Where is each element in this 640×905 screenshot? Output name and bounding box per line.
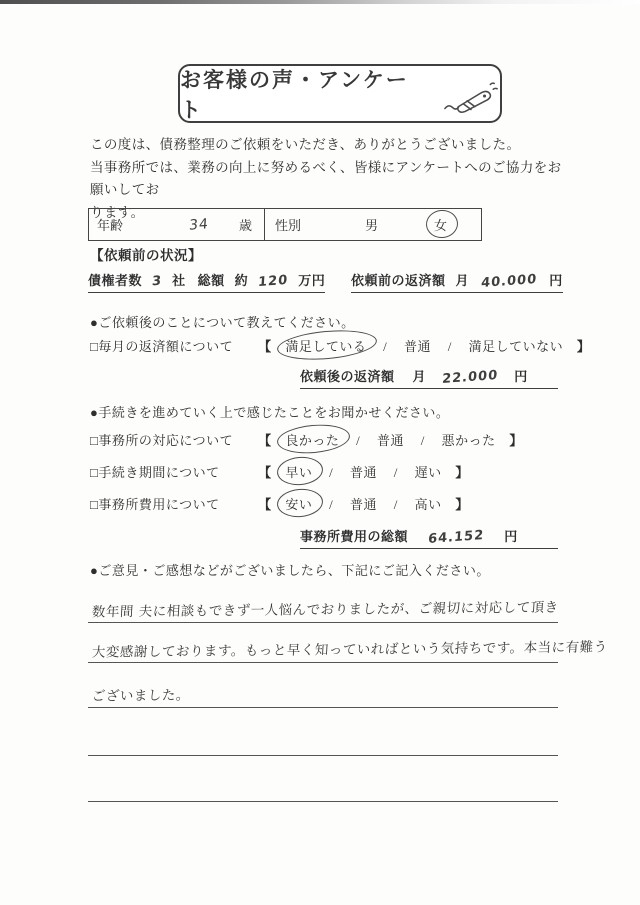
option-separator: /: [356, 433, 361, 448]
office-total-label: 事務所費用の総額: [300, 529, 409, 544]
checkbox-icon: □: [90, 465, 99, 480]
creditors-total-field: [88, 270, 325, 293]
office-total-value-handwritten: 64.152: [427, 527, 485, 548]
total-approx: 約: [234, 273, 249, 288]
creditors-value-handwritten: 3: [151, 273, 163, 290]
process-prompt: ●手続きを進めていく上で感じたことをお聞かせください。: [90, 405, 450, 420]
ruled-line: [88, 755, 558, 756]
comment-line-1: 数年間 夫に相談もできず一人悩んでおりましたが、ご親切に対応して頂き: [91, 599, 560, 621]
bracket-open: 【: [258, 339, 272, 354]
total-value-handwritten: 120: [257, 272, 289, 291]
gender-option-female: 女: [432, 215, 449, 234]
bracket-close: 】: [576, 339, 591, 354]
bracket-close: 】: [455, 497, 469, 512]
scan-edge-artifact: [0, 0, 640, 4]
gender-cell: [265, 209, 481, 240]
office-total-field-row: [300, 526, 558, 549]
intro-line-1: この度は、債務整理のご依頼をいただき、ありがとうございました。: [90, 137, 521, 152]
repay-after-field-row: [300, 366, 558, 389]
question-office-cost: [90, 494, 477, 513]
bracket-open: 【: [258, 497, 272, 512]
comment-line-2: 大変感謝しております。もっと早く知っていればという気持ちです。本当に有難う: [91, 639, 609, 661]
repay-before-field: [351, 270, 563, 293]
option-bad: 悪かった: [441, 433, 496, 448]
age-value-handwritten: 34: [188, 216, 210, 234]
repay-before-yen: 円: [549, 273, 563, 288]
option-normal: 普通: [377, 433, 405, 448]
question-label: 毎月の返済額について: [98, 339, 234, 354]
repay-after-month: 月: [412, 369, 427, 384]
comment-line-3: ございました。: [91, 687, 191, 705]
repay-after-field: [300, 366, 558, 389]
title-box: [178, 64, 502, 123]
repay-before-month: 月: [455, 273, 470, 288]
gender-label: 性別: [275, 218, 302, 233]
checkbox-icon: □: [90, 433, 99, 448]
total-label: 総額: [197, 273, 225, 288]
after-request-prompt: ●ご依頼後のことについて教えてください。: [90, 315, 355, 330]
intro-line-3: ります。: [90, 204, 145, 220]
ruled-line: [88, 801, 558, 802]
option-good: 良かった: [283, 430, 341, 449]
creditors-label: 債権者数: [88, 273, 143, 288]
profile-table: [88, 208, 482, 241]
option-separator: /: [329, 497, 334, 512]
question-office-response: [90, 430, 531, 449]
repay-before-value-handwritten: 40.000: [480, 271, 538, 292]
creditors-unit: 社: [172, 273, 186, 288]
checkbox-icon: □: [90, 497, 99, 512]
option-separator: /: [393, 497, 398, 512]
option-normal: 普通: [404, 339, 432, 354]
bracket-close: 】: [509, 433, 523, 448]
intro-line-2: 当事務所では、業務の向上に努めるべく、皆様にアンケートへのご協力をお願いしてお: [90, 159, 562, 197]
option-normal: 普通: [350, 465, 378, 480]
checkbox-icon: □: [90, 339, 99, 354]
option-separator: /: [393, 465, 398, 480]
age-cell: [89, 209, 265, 240]
page-title: お客様の声・アンケート: [180, 68, 409, 122]
age-label: 年齢: [97, 218, 124, 233]
ruled-line: [88, 622, 558, 623]
option-separator: /: [420, 433, 425, 448]
option-cheap: 安い: [283, 494, 314, 513]
pencil-doodle-icon: [442, 76, 500, 116]
bracket-close: 】: [455, 465, 469, 480]
question-label: 手続き期間について: [98, 465, 220, 480]
repay-after-value-handwritten: 22.000: [441, 367, 499, 388]
option-normal: 普通: [350, 497, 378, 512]
ruled-line: [88, 707, 558, 708]
option-slow: 遅い: [414, 465, 442, 480]
total-unit: 万円: [298, 273, 326, 288]
option-separator: /: [447, 339, 452, 354]
repay-before-label: 依頼前の返済額: [351, 273, 446, 288]
option-not-satisfied: 満足していない: [468, 339, 564, 354]
question-monthly-repayment: [90, 336, 598, 355]
option-fast: 早い: [283, 462, 314, 481]
office-total-field: [300, 526, 558, 549]
question-label: 事務所の対応について: [98, 433, 234, 448]
repay-after-yen: 円: [514, 369, 528, 384]
bracket-open: 【: [258, 465, 272, 480]
question-label: 事務所費用について: [98, 497, 220, 512]
ruled-line: [88, 662, 558, 663]
repay-after-label: 依頼後の返済額: [300, 369, 395, 384]
option-separator: /: [383, 339, 388, 354]
before-request-fields: [88, 270, 563, 293]
section-heading-before: 【依頼前の状況】: [90, 248, 202, 263]
office-total-yen: 円: [504, 529, 518, 544]
question-procedure-period: [90, 462, 477, 481]
option-expensive: 高い: [414, 497, 442, 512]
age-unit: 歳: [238, 218, 252, 233]
option-separator: /: [329, 465, 334, 480]
bracket-open: 【: [258, 433, 272, 448]
comments-prompt: ●ご意見・ご感想などがございましたら、下記にご記入ください。: [90, 563, 490, 578]
option-satisfied: 満足している: [283, 336, 368, 355]
gender-option-male: 男: [365, 218, 379, 233]
